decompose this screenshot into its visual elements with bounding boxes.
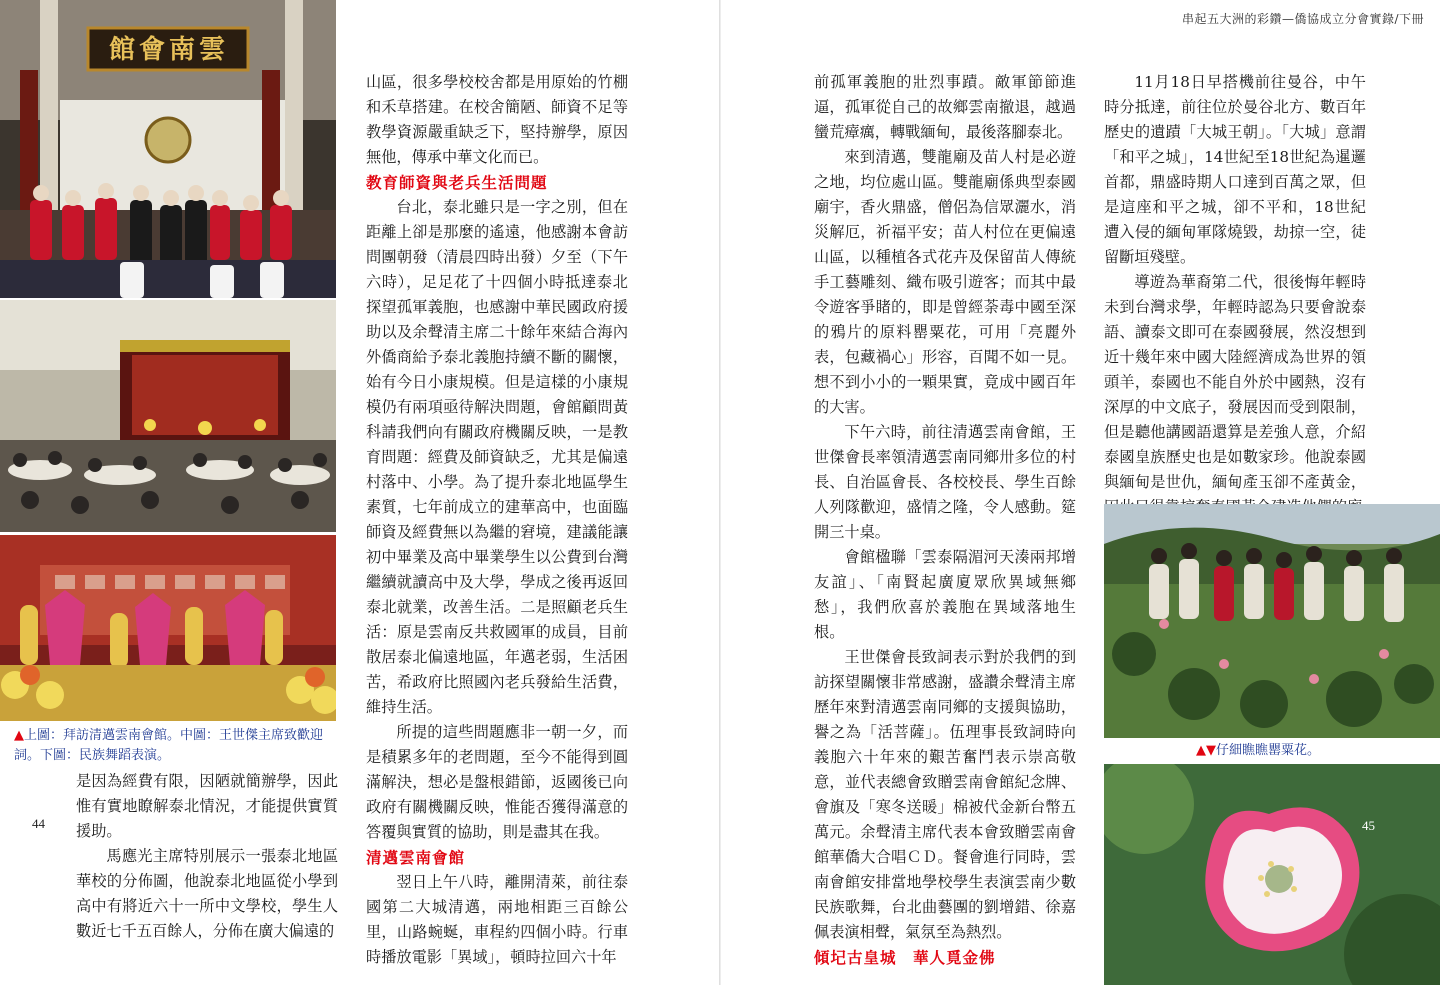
- text-column-3: [814, 70, 1076, 970]
- hall-sign-text: 雲南會館: [108, 35, 229, 65]
- text-column-4: [1104, 70, 1366, 520]
- text-column-2: [366, 70, 628, 970]
- paragraph: 導遊為華裔第二代，很後悔年輕時未到台灣求學，年輕時認為只要會說泰語、讀泰文即可在泰國發展，然沒想到近十幾年來中國大陸經濟成為世界的領頭羊，泰國也不能自外於中國熱，沒有深厚的中文底子，發展因而受到限制，但是聽他講國語還算是差強人意，介紹泰國皇族歷史也是如數家珍。他說泰國與緬甸是世仇，緬甸產玉卻不產黃金，: [1104, 273, 1366, 491]
- photo-welcome-speech: [0, 300, 336, 532]
- section-heading: 清邁雲南會館: [366, 848, 466, 867]
- section-heading: 傾圮古皇城 華人覓金佛: [814, 948, 996, 967]
- paragraph: 是因為經費有限，因陋就簡辦學，因此惟有實地瞭解泰北情況，才能提供實質援助。: [76, 772, 338, 840]
- paragraph: 台北，泰北雖只是一字之別，但在距離上卻是那麼的遙遠，他感謝本會訪問團朝發（清晨四時出發）夕至（下午六時），足足花了十四個小時抵達泰北探望孤軍義胞，也感謝中華民國政府援助以及余聲清主席二十餘年來結合海內外僑商給予泰北義胞持續不斷的關懷，始有今日小康規模。但是這樣的小康規模仍有兩項亟待解決問題，會館顧問黃科請我們向有關政府機關反映，一是教育問題：經費及師資缺乏，尤其是偏遠村落中、小學。為了提升泰北地區學生素質，七年前成立的建華高中，也面臨師資及經費無以為繼的窘境，建議能讓初中畢業及高中畢業學生以公費到台灣繼續就讀高中及大學，學成之後再返回泰北就業，改善生活。二是照顧老兵生活：原是雲南反共救國軍的成員，目前散居泰北偏遠地區，年邁老弱，生活困苦，希政府比照國內老兵發給生活費，維持生活。: [366, 198, 628, 716]
- triangle-up-icon: ▲: [14, 728, 24, 743]
- right-photo-caption: ▲▼仔細瞧瞧罌粟花。: [1196, 743, 1321, 758]
- paragraph: 翌日上午八時，離開清萊，前往泰國第二大城清邁，兩地相距三百餘公里，山路蜿蜒，車程約四個小時。行車時播放電影「異域」，頓時拉回六十年: [366, 873, 628, 966]
- running-header: 串起五大洲的彩鑽—僑協成立分會實錄/下冊: [1181, 12, 1424, 26]
- paragraph: 來到清邁，雙龍廟及苗人村是必遊之地，均位處山區。雙龍廟係典型泰國廟宇，香火鼎盛，僧侶為信眾灑水，消災解厄，祈福平安；苗人村位在更偏遠山區，以種植各式花卉及保留苗人傳統手工藝雕刻、織布吸引遊客；而其中最令遊客爭睹的，即是曾經荼毒中國至深的鴉片的原料罌粟花，可用「亮麗外表，包藏禍心」形容，百聞不如一見。想不到小小的一顆果實，竟成中國百年的大害。: [814, 148, 1076, 416]
- paragraph: 11月18日早搭機前往曼谷，中午時分抵達，前往位於曼谷北方、數百年歷史的遺蹟「大城王朝」。「大城」意謂「和平之城」，14世紀至18世紀為暹邏首都，鼎盛時期人口達到百萬之眾，但是這座和平之城，卻不平和，18世紀遭入侵的緬甸軍隊燒毀，劫掠一空，徒留斷垣殘壁。: [1104, 73, 1366, 266]
- text-column-1: [76, 769, 338, 944]
- photo-poppy-flower: [1104, 764, 1440, 985]
- photo-folk-dance: [0, 535, 336, 721]
- section-heading: 教育師資與老兵生活問題: [366, 173, 548, 192]
- page-number-right: 45: [1362, 818, 1375, 833]
- paragraph: 山區，很多學校校舍都是用原始的竹棚和禾草搭建。在校舍簡陋、師資不足等教學資源嚴重缺乏下，堅持辦學，原因無他，傳承中華文化而已。: [366, 73, 628, 166]
- left-photo-caption: ▲上圖：拜訪清邁雲南會館。中圖：王世傑主席致歡迎詞。下圖：民族舞蹈表演。: [14, 728, 324, 763]
- paragraph: 王世傑會長致詞表示對於我們的到訪探望關懷非常感謝，盛讚余聲清主席歷年來對清邁雲南同鄉的支援與協助，譽之為「活菩薩」。伍理事長致詞時向義胞六十年來的艱苦奮鬥表示崇高敬意，並代表總會致贈雲南會館紀念牌、會旗及「寒冬送暖」棉被代金新台幣五萬元。余聲清主席代表本會致贈雲南會館華僑大合唱ＣＤ。餐會進行同時，雲南會館安排當地學校學生表演雲南少數民族歌舞，台北曲藝團的劉增錯、徐嘉佩表演相聲，氣氛至為熱烈。: [814, 648, 1076, 941]
- photo-poppy-field-visit: [1104, 504, 1440, 738]
- paragraph: 會館楹聯「雲泰隔湄河天湊兩邦增友誼」、「南賢起廣廈眾欣異域無鄉愁」，我們欣喜於義胞在異域落地生根。: [814, 548, 1076, 641]
- triangle-up-down-icon: ▲▼: [1196, 743, 1216, 758]
- page-number-left: 44: [32, 816, 45, 831]
- paragraph: 所提的這些問題應非一朝一夕，而是積累多年的老問題，至今不能得到圓滿解決，想必是盤根錯節，返國後已向政府有關機關反映，惟能否獲得滿意的答覆與實質的協助，則是盡其在我。: [366, 723, 628, 841]
- page-gutter: [719, 0, 721, 985]
- paragraph: 馬應光主席特別展示一張泰北地區華校的分佈圖，他說泰北地區從小學到高中有將近六十一所中文學校，學生人數近七千五百餘人，分佈在廣大偏遠的: [76, 847, 338, 940]
- paragraph: 前孤軍義胞的壯烈事蹟。敵軍節節進逼，孤軍從自己的故鄉雲南撤退，越過蠻荒瘴癘，轉戰緬甸，最後落腳泰北。: [814, 73, 1076, 141]
- paragraph: 下午六時，前往清邁雲南會館，王世傑會長率領清邁雲南同鄉卅多位的村長、自治區會長、各校校長、學生百餘人列隊歡迎，盛情之隆，令人感動。筵開三十桌。: [814, 423, 1076, 541]
